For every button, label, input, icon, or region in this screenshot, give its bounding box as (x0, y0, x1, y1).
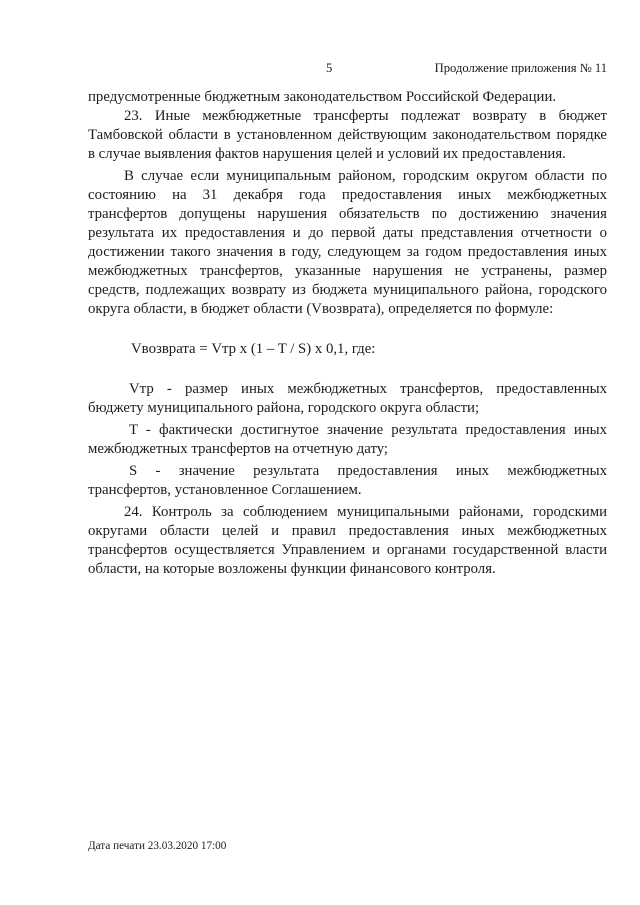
text-line: 23. Иные межбюджетные трансферты подлежат возврату в бюджет (124, 108, 607, 124)
text-line: Vтр - размер иных межбюджетных трансфертов, предоставленных (129, 381, 607, 397)
paragraph-item-24 (88, 503, 607, 579)
formula (88, 340, 607, 359)
text-line: результата их предоставления и до первой даты представления отчетности о (88, 225, 607, 241)
definition-s (88, 462, 607, 500)
text-line: в случае выявления фактов нарушения целей и условий их предоставления. (88, 146, 566, 162)
text-line: состоянию на 31 декабря года предоставления иных межбюджетных (88, 187, 607, 203)
text-line: 24. Контроль за соблюдением муниципальными районами, городскими (124, 504, 607, 520)
text-line: трансфертов осуществляется Управлением и органами государственной власти (88, 542, 607, 558)
text-line: округа области, в бюджет области (Vвозврата), определяется по формуле: (88, 301, 554, 317)
text-line: В случае если муниципальным районом, городским округом области по (124, 168, 607, 184)
document-body (88, 88, 607, 579)
text-line: достижении такого значения в году, следующем за годом предоставления иных (88, 244, 607, 260)
appendix-continuation-label: Продолжение приложения № 11 (434, 61, 607, 75)
text-line: межбюджетных трансфертов на отчетную дату; (88, 441, 389, 457)
formula-line: Vвозврата = Vтр x (1 – T / S) x 0,1, где: (131, 341, 376, 357)
text-line: трансфертов, установленное Соглашением. (88, 482, 362, 498)
text-line: округами области целей и правил предоставления иных межбюджетных (88, 523, 607, 539)
text-line: S - значение результата предоставления иных межбюджетных (129, 463, 607, 479)
text-line: Тамбовской области в установленном действующим законодательством порядке (88, 127, 607, 143)
definition-t (88, 421, 607, 459)
text-line: средств, подлежащих возврату из бюджета муниципального района, городского (88, 282, 607, 298)
paragraph-violation-condition (88, 167, 607, 319)
paragraph-continuation (88, 88, 607, 107)
page-number: 5 (326, 61, 333, 75)
paragraph-item-23 (88, 107, 607, 164)
text-line: предусмотренные бюджетным законодательством Российской Федерации. (88, 89, 557, 105)
definition-vtr (88, 380, 607, 418)
text-line: T - фактически достигнутое значение результата предоставления иных (129, 422, 607, 438)
text-line: области, на которые возложены функции финансового контроля. (88, 561, 496, 577)
text-line: трансфертов допущены нарушения обязательств по достижению значения (88, 206, 607, 222)
text-line: межбюджетных трансфертов, указанные нарушения не устранены, размер (88, 263, 607, 279)
print-date-footer: Дата печати 23.03.2020 17:00 (88, 840, 227, 852)
text-line: бюджету муниципального района, городского округа области; (88, 400, 480, 416)
